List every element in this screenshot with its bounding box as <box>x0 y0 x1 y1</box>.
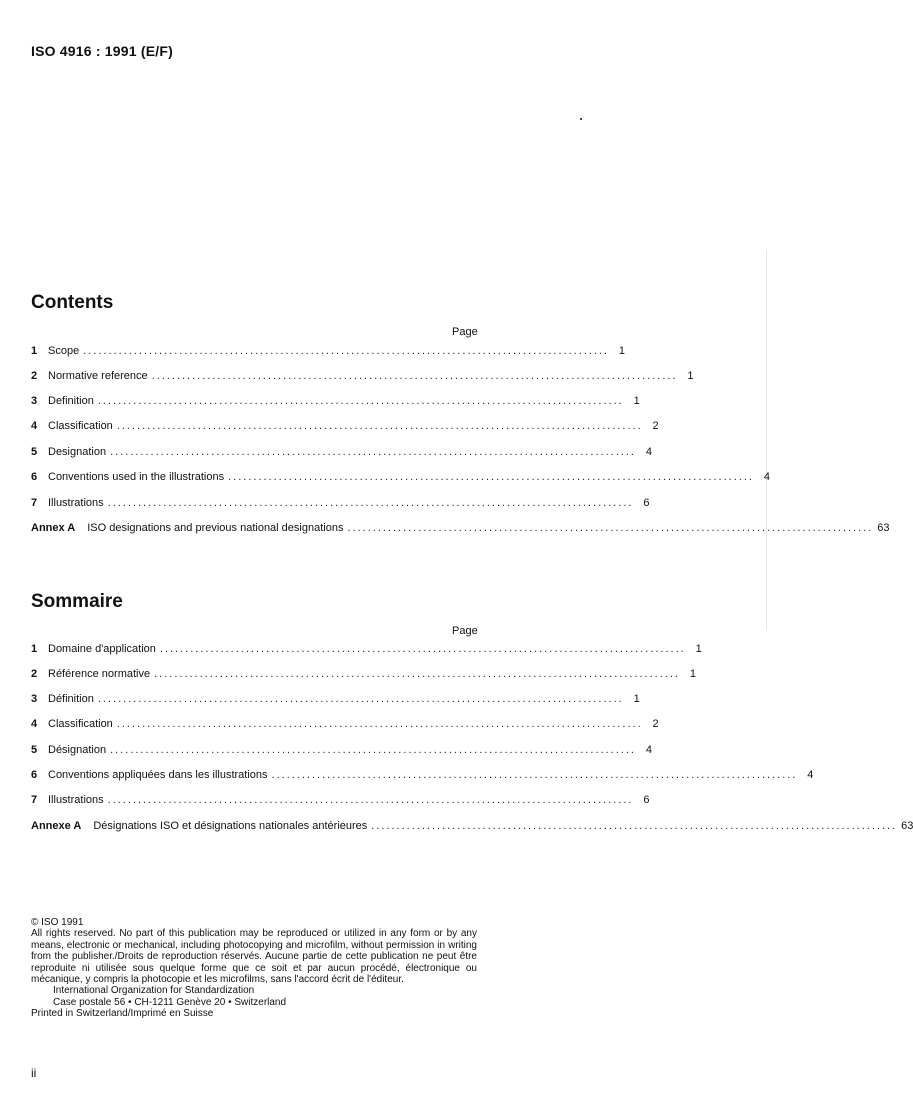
toc-entry-page: 6 <box>643 497 650 509</box>
toc-entry-page: 6 <box>643 794 650 806</box>
toc-entry[interactable] <box>31 469 770 485</box>
toc-entry-number: 2 <box>31 668 38 680</box>
toc-entry[interactable] <box>31 343 626 359</box>
toc-entry-label: Domaine d'application <box>48 643 156 655</box>
standard-reference: ISO 4916 : 1991 (E/F) <box>31 43 173 59</box>
dot-leader: ........................................................................................................ <box>159 643 686 655</box>
toc-entry-page: 4 <box>645 744 652 756</box>
dot-leader: ........................................................................................................ <box>116 718 643 730</box>
toc-entry-label: Classification <box>48 718 113 730</box>
toc-entry-page: 4 <box>763 471 770 483</box>
toc-annex-label: ISO designations and previous national designations <box>87 522 344 534</box>
toc-entry-number: 7 <box>31 497 38 509</box>
toc-entry[interactable] <box>31 666 696 682</box>
toc-entry-page: 1 <box>618 345 626 357</box>
toc-entry-page: 1 <box>633 395 640 407</box>
dot-leader: ........................................................................................................ <box>151 370 678 382</box>
toc-entry-page: 1 <box>687 370 694 382</box>
toc-entry-page: 4 <box>645 446 652 458</box>
sommaire-title: Sommaire <box>31 591 123 612</box>
toc-entry-page: 4 <box>807 769 814 781</box>
contents-title: Contents <box>31 292 114 313</box>
toc-annex-page: 63 <box>877 522 890 534</box>
rights-statement: All rights reserved. No part of this publication may be reproduced or utilized in any form or by any means, electronic or mechanical, including photocopying and microfilm, without permission in writing from the publisher./Droits de reproduction réservés. Aucune partie de cette publication ne peut être reproduite ni utilisée sous quelque forme que ce soit et par aucun procédé, électronique ou mécanique, y compris la photocopie et les microfilms, sans l'accord écrit de l'éditeur. <box>31 928 477 986</box>
publisher-address: Case postale 56 • CH-1211 Genève 20 • Switzerland <box>53 996 287 1008</box>
toc-entry-number: 4 <box>31 718 38 730</box>
toc-entry-number: 5 <box>31 446 38 458</box>
scan-speck <box>580 118 582 120</box>
sommaire-page-label: Page <box>452 625 478 637</box>
page-number: ii <box>31 1066 37 1080</box>
toc-entry-label: Référence normative <box>48 668 151 680</box>
dot-leader: ........................................................................................................ <box>116 420 643 432</box>
toc-entry[interactable] <box>31 368 694 384</box>
copyright-line: © ISO 1991 <box>31 917 84 928</box>
toc-entry-page: 1 <box>695 643 702 655</box>
dot-leader: ........................................................................................................ <box>97 395 624 407</box>
dot-leader: ........................................................................................................ <box>83 345 610 357</box>
dot-leader: ........................................................................................................ <box>107 794 634 806</box>
toc-entry-label: Classification <box>48 420 113 432</box>
toc-entry-label: Scope <box>48 345 80 357</box>
toc-entry-number: 2 <box>31 370 38 382</box>
toc-entry-label: Définition <box>48 693 94 705</box>
toc-entry-number: 3 <box>31 693 38 705</box>
dot-leader: ........................................................................................................ <box>371 820 898 832</box>
dot-leader: ........................................................................................................ <box>107 497 634 509</box>
toc-entry[interactable] <box>31 418 659 434</box>
toc-entry[interactable] <box>31 495 650 511</box>
toc-entry[interactable] <box>31 393 640 409</box>
toc-entry-label: Normative reference <box>48 370 148 382</box>
toc-entry-page: 2 <box>652 718 659 730</box>
toc-entry[interactable] <box>31 444 652 460</box>
toc-entry[interactable] <box>31 792 650 808</box>
publisher-name: International Organization for Standardization <box>53 985 255 997</box>
toc-entry-page: 2 <box>652 420 659 432</box>
toc-entry-label: Conventions appliquées dans les illustrations <box>48 769 268 781</box>
toc-entry-number: 1 <box>31 345 38 357</box>
toc-entry-number: 1 <box>31 643 38 655</box>
toc-entry-number: 6 <box>31 471 38 483</box>
toc-entry-label: Conventions used in the illustrations <box>48 471 225 483</box>
dot-leader: ........................................................................................................ <box>347 522 874 534</box>
toc-entry-number: 3 <box>31 395 38 407</box>
toc-entry-label: Illustrations <box>48 497 104 509</box>
toc-annex-number: Annex A <box>31 522 76 534</box>
toc-entry-page: 1 <box>689 668 696 680</box>
toc-annex-label: Désignations ISO et désignations nationales antérieures <box>93 820 368 832</box>
toc-entry[interactable] <box>31 716 659 732</box>
toc-entry[interactable] <box>31 742 652 758</box>
toc-entry-page: 1 <box>633 693 640 705</box>
printed-in: Printed in Switzerland/Imprimé en Suisse <box>31 1008 214 1020</box>
dot-leader: ........................................................................................................ <box>271 769 798 781</box>
dot-leader: ........................................................................................................ <box>97 693 624 705</box>
scan-edge-line <box>766 250 767 630</box>
toc-entry[interactable] <box>31 641 702 657</box>
toc-entry-label: Illustrations <box>48 794 104 806</box>
dot-leader: ........................................................................................................ <box>110 446 636 458</box>
toc-entry-label: Designation <box>48 446 107 458</box>
toc-entry-label: Désignation <box>48 744 107 756</box>
dot-leader: ........................................................................................................ <box>228 471 754 483</box>
toc-entry-number: 7 <box>31 794 38 806</box>
contents-page-label: Page <box>452 326 478 338</box>
dot-leader: ........................................................................................................ <box>110 744 636 756</box>
toc-entry-number: 6 <box>31 769 38 781</box>
toc-annex-entry[interactable] <box>31 520 890 536</box>
toc-entry[interactable] <box>31 691 640 707</box>
toc-annex-page: 63 <box>901 820 913 832</box>
toc-entry-label: Definition <box>48 395 94 407</box>
toc-annex-number: Annexe A <box>31 820 82 832</box>
toc-entry[interactable] <box>31 767 814 783</box>
copyright-notice <box>31 917 477 1020</box>
toc-entry-number: 5 <box>31 744 38 756</box>
dot-leader: ........................................................................................................ <box>154 668 680 680</box>
toc-entry-number: 4 <box>31 420 38 432</box>
toc-annex-entry[interactable] <box>31 818 913 834</box>
